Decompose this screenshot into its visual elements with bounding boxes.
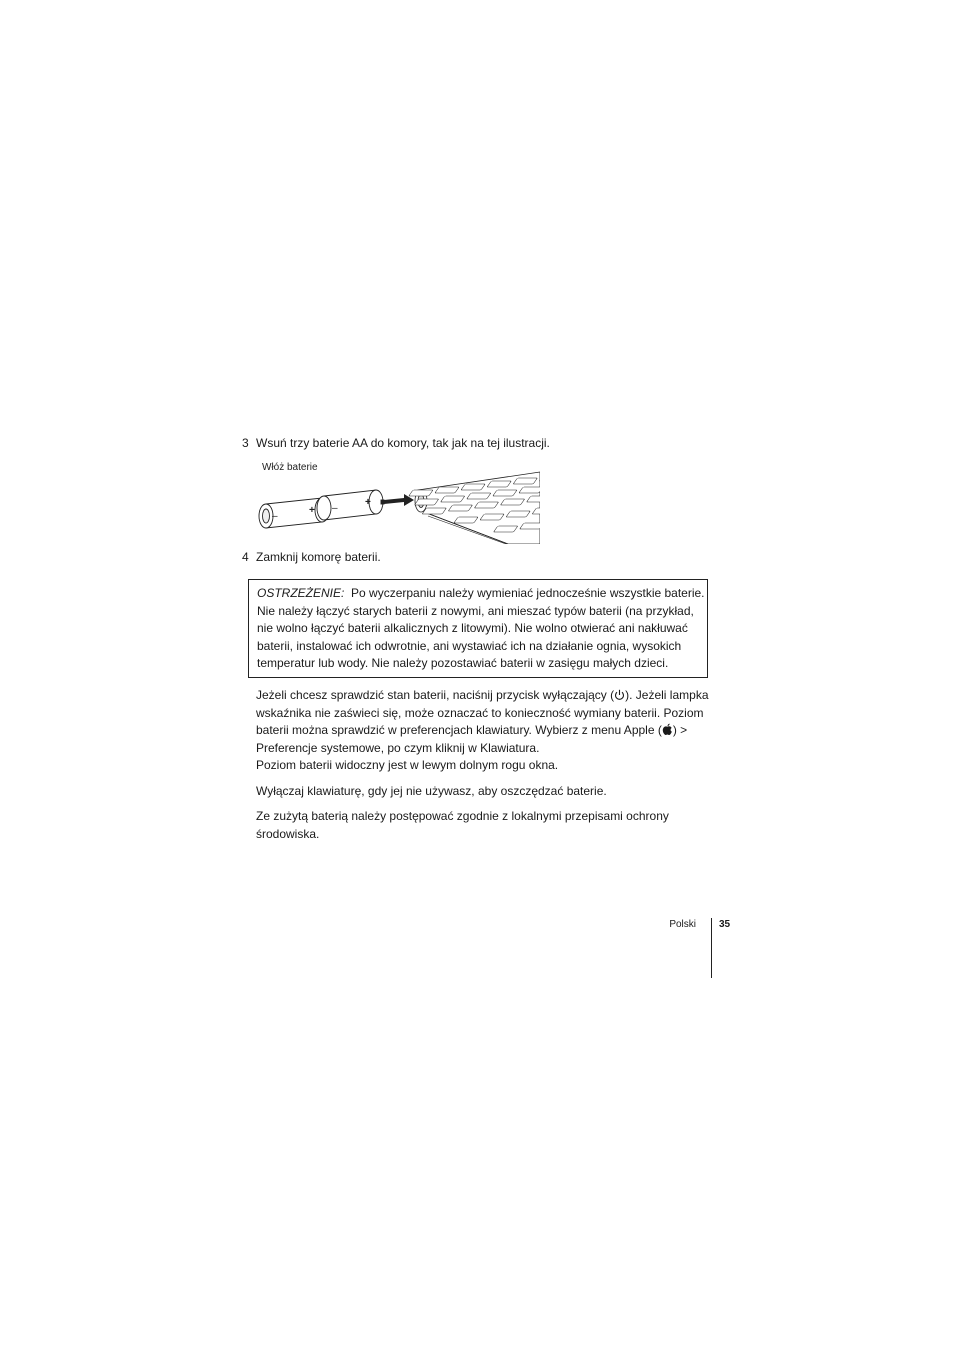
footer-divider [711,918,712,978]
apple-icon [662,723,673,736]
step-text: Wsuń trzy baterie AA do komory, tak jak na tej ilustracji. [256,436,550,450]
warning-box [248,579,708,678]
step-4 [242,549,381,566]
illustration-label: Włóż baterie [262,462,318,473]
turn-off-paragraph: Wyłączaj klawiaturę, gdy jej nie używasz, aby oszczędzać baterie. [256,784,607,798]
battery-1-minus: – [272,511,278,522]
disposal-paragraph: Ze zużytą baterią należy postępować zgodnie z lokalnymi przepisami ochrony środowiska. [256,809,669,841]
battery-check-paragraph: Jeżeli chcesz sprawdzić stan baterii, naciśnij przycisk wyłączający ( ). Jeżeli lampka wskaźnika nie zaświeci się, może oznaczać to konieczność wymiany baterii. Poziom baterii można sprawdzić w preferencjach klawiatury. Wybierz z menu Apple ( ) > Preferencje systemowe, po czym kliknij w Klawiatura. Poziom baterii widoczny jest w lewym dolnym rogu okna. [256,688,709,773]
battery-2-minus: – [332,503,338,514]
step-3 [242,435,550,452]
warning-line-1: OSTRZEŻENIE: Po wyczerpaniu należy wymieniać jednocześnie wszystkie baterie. [257,586,705,600]
page-number: 35 [719,919,731,930]
step-number: 3 [242,436,249,450]
power-icon [614,689,625,701]
battery-2-plus: + [365,497,371,508]
battery-1-plus: + [309,505,315,516]
battery-2 [317,490,384,520]
warning-line-5: temperatur lub wody. Nie należy pozostawiać baterii w zasięgu małych dzieci. [257,656,669,671]
battery-insertion-illustration [258,460,540,544]
step-text: Zamknij komorę baterii. [256,550,381,564]
warning-line-2: Nie należy łączyć starych baterii z nowymi, ani mieszać typów baterii (na przykład, [257,603,694,618]
warning-lead: OSTRZEŻENIE: [257,586,345,600]
warning-line-3: nie wolno łączyć baterii alkalicznych z litowymi). Nie wolno otwierać ani nakłuwać [257,621,688,636]
footer-language: Polski [669,919,696,930]
step-number: 4 [242,550,249,564]
warning-line-4: baterii, instalować ich odwrotnie, ani wystawiać ich na działanie ognia, wysokich [257,638,682,653]
